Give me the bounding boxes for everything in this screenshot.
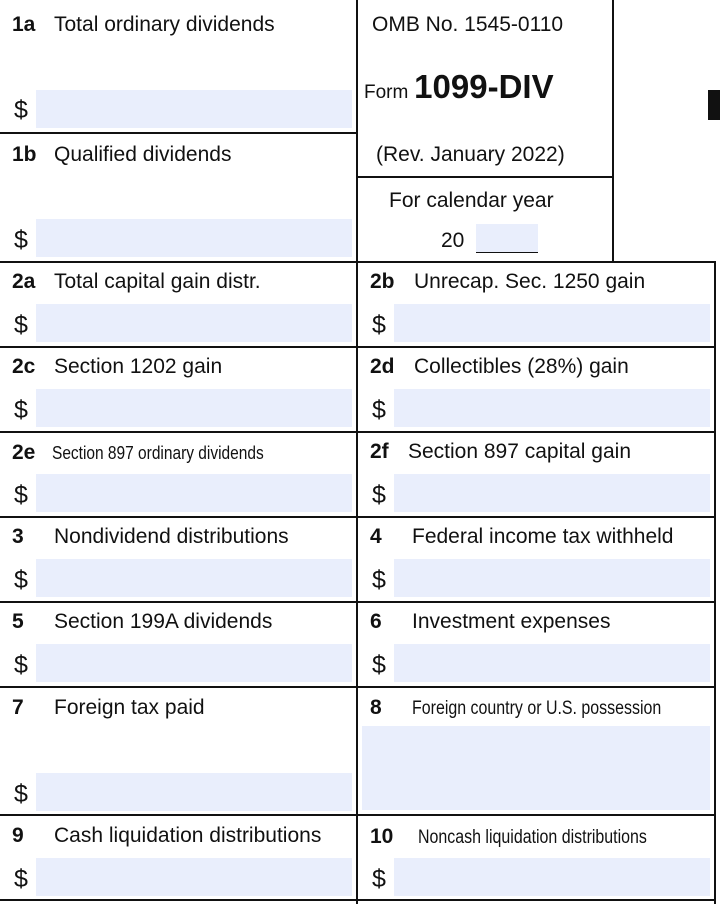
grid-line [357, 176, 614, 178]
box-2f-label [370, 441, 631, 462]
grid-line [0, 431, 716, 433]
box-title: Total ordinary dividends [54, 13, 275, 36]
box-2d-input[interactable] [394, 389, 710, 427]
box-6-label [370, 611, 610, 632]
box-title: Section 897 ordinary dividends [52, 443, 264, 463]
box-title: Total capital gain distr. [54, 270, 261, 293]
grid-line [356, 0, 358, 904]
dollar-sign: $ [14, 651, 28, 679]
form-name: 1099-DIV [414, 68, 554, 105]
grid-line [0, 899, 716, 901]
box-2b-input[interactable] [394, 304, 710, 342]
box-number: 7 [12, 696, 24, 719]
box-title: Foreign tax paid [54, 696, 205, 719]
box-7-label [12, 697, 205, 718]
box-number: 4 [370, 525, 382, 548]
box-title: Cash liquidation distributions [54, 824, 322, 847]
box-2c-input[interactable] [36, 389, 352, 427]
box-2e-label [12, 442, 298, 463]
form-revision: (Rev. January 2022) [376, 143, 565, 166]
box-title: Noncash liquidation distributions [418, 827, 647, 848]
dollar-sign: $ [14, 311, 28, 339]
box-5-label [12, 611, 272, 632]
box-title: Qualified dividends [54, 143, 232, 166]
box-10-input[interactable] [394, 858, 710, 896]
box-9-label [12, 825, 321, 846]
box-number: 8 [370, 696, 382, 719]
calendar-year-input[interactable] [476, 224, 538, 253]
box-number: 2d [370, 355, 395, 378]
box-1a-label [12, 14, 275, 35]
box-title: Foreign country or U.S. possession [412, 698, 662, 719]
dollar-sign: $ [372, 651, 386, 679]
dollar-sign: $ [14, 566, 28, 594]
cropped-title-glyph [708, 90, 720, 120]
grid-line [0, 601, 716, 603]
grid-line [0, 516, 716, 518]
box-title: Collectibles (28%) gain [414, 355, 629, 378]
box-number: 3 [12, 525, 24, 548]
box-10-label [370, 826, 691, 847]
box-number: 5 [12, 610, 24, 633]
grid-line [0, 346, 716, 348]
box-2f-input[interactable] [394, 474, 710, 512]
box-8-input[interactable] [362, 726, 710, 810]
box-title: Section 199A dividends [54, 610, 273, 633]
box-number: 2f [370, 440, 389, 463]
box-number: 1a [12, 13, 36, 36]
dollar-sign: $ [14, 96, 28, 124]
form-title [364, 70, 554, 103]
dollar-sign: $ [372, 481, 386, 509]
box-7-input[interactable] [36, 773, 352, 811]
dollar-sign: $ [372, 396, 386, 424]
box-1b-label [12, 144, 231, 165]
box-2a-input[interactable] [36, 304, 352, 342]
box-number: 1b [12, 143, 37, 166]
box-number: 2e [12, 441, 36, 464]
box-title: Nondividend distributions [54, 525, 289, 548]
box-number: 2b [370, 270, 395, 293]
dollar-sign: $ [14, 396, 28, 424]
box-3-label [12, 526, 289, 547]
grid-line [612, 0, 614, 262]
dollar-sign: $ [372, 311, 386, 339]
grid-line [0, 814, 716, 816]
box-title: Section 1202 gain [54, 355, 223, 378]
box-number: 2c [12, 355, 36, 378]
calendar-year-prefix: 20 [441, 229, 465, 252]
box-1b-input[interactable] [36, 219, 352, 257]
grid-line [0, 261, 716, 263]
dollar-sign: $ [14, 780, 28, 808]
box-number: 9 [12, 824, 24, 847]
dollar-sign: $ [372, 865, 386, 893]
omb-number: OMB No. 1545-0110 [372, 13, 564, 36]
dollar-sign: $ [14, 865, 28, 893]
box-2e-input[interactable] [36, 474, 352, 512]
box-5-input[interactable] [36, 644, 352, 682]
box-2a-label [12, 271, 261, 292]
grid-line [0, 132, 357, 134]
box-title: Unrecap. Sec. 1250 gain [414, 270, 646, 293]
box-3-input[interactable] [36, 559, 352, 597]
dollar-sign: $ [372, 566, 386, 594]
grid-line [0, 686, 716, 688]
box-number: 2a [12, 270, 36, 293]
box-2c-label [12, 356, 222, 377]
form-prefix: Form [364, 82, 409, 103]
box-title: Investment expenses [412, 610, 611, 633]
box-4-label [370, 526, 673, 547]
box-2d-label [370, 356, 629, 377]
calendar-year-label: For calendar year [389, 189, 554, 212]
dollar-sign: $ [14, 226, 28, 254]
box-8-label [370, 697, 709, 718]
box-number: 10 [370, 825, 394, 848]
box-title: Section 897 capital gain [408, 440, 631, 463]
dollar-sign: $ [14, 481, 28, 509]
box-title: Federal income tax withheld [412, 525, 674, 548]
grid-line [714, 262, 716, 904]
box-4-input[interactable] [394, 559, 710, 597]
box-9-input[interactable] [36, 858, 352, 896]
box-2b-label [370, 271, 645, 292]
box-6-input[interactable] [394, 644, 710, 682]
box-number: 6 [370, 610, 382, 633]
box-1a-input[interactable] [36, 90, 352, 128]
